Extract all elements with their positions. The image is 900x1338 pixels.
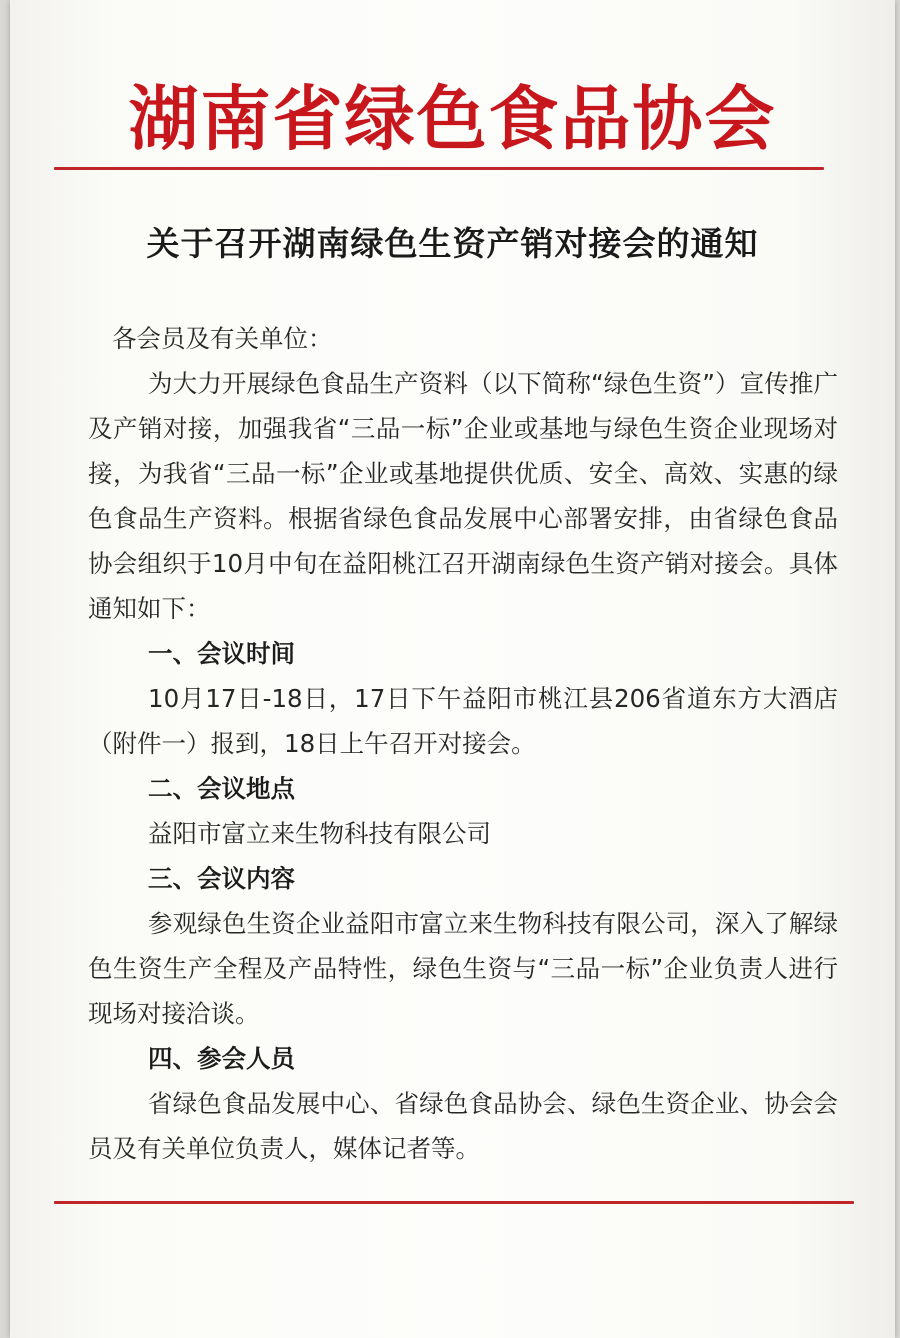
notice-title: 关于召开湖南绿色生资产销对接会的通知 xyxy=(146,224,759,263)
salutation: 各会员及有关单位： xyxy=(112,324,333,353)
section-text-content: 参观绿色生资企业益阳市富立来生物科技有限公司，深入了解绿色生资生产全程及产品特性，绿色生资与“三品一标”企业负责人进行现场对接洽谈。 xyxy=(88,909,838,1028)
section-text-location: 益阳市富立来生物科技有限公司 xyxy=(148,819,491,848)
section-heading-attendees: 四、参会人员 xyxy=(148,1044,295,1073)
letterhead-red-rule-top xyxy=(54,167,824,170)
footer-red-rule xyxy=(54,1201,854,1204)
letterhead-org-name: 湖南省绿色食品协会 xyxy=(128,77,777,160)
section-text-time: 10月17日-18日，17日下午益阳市桃江县206省道东方大酒店（附件一）报到，18日上午召开对接会。 xyxy=(88,684,838,758)
section-heading-location: 二、会议地点 xyxy=(148,774,295,803)
document-page xyxy=(10,0,895,1338)
intro-paragraph: 为大力开展绿色食品生产资料（以下简称“绿色生资”）宣传推广及产销对接，加强我省“三品一标”企业或基地与绿色生资企业现场对接，为我省“三品一标”企业或基地提供优质、安全、高效、实惠的绿色食品生产资料。根据省绿色食品发展中心部署安排，由省绿色食品协会组织于10月中旬在益阳桃江召开湖南绿色生资产销对接会。具体通知如下： xyxy=(88,369,838,623)
notice-body xyxy=(88,316,838,1171)
section-text-attendees: 省绿色食品发展中心、省绿色食品协会、绿色生资企业、协会会员及有关单位负责人，媒体记者等。 xyxy=(88,1089,838,1163)
section-heading-content: 三、会议内容 xyxy=(148,864,295,893)
section-heading-time: 一、会议时间 xyxy=(148,639,295,668)
